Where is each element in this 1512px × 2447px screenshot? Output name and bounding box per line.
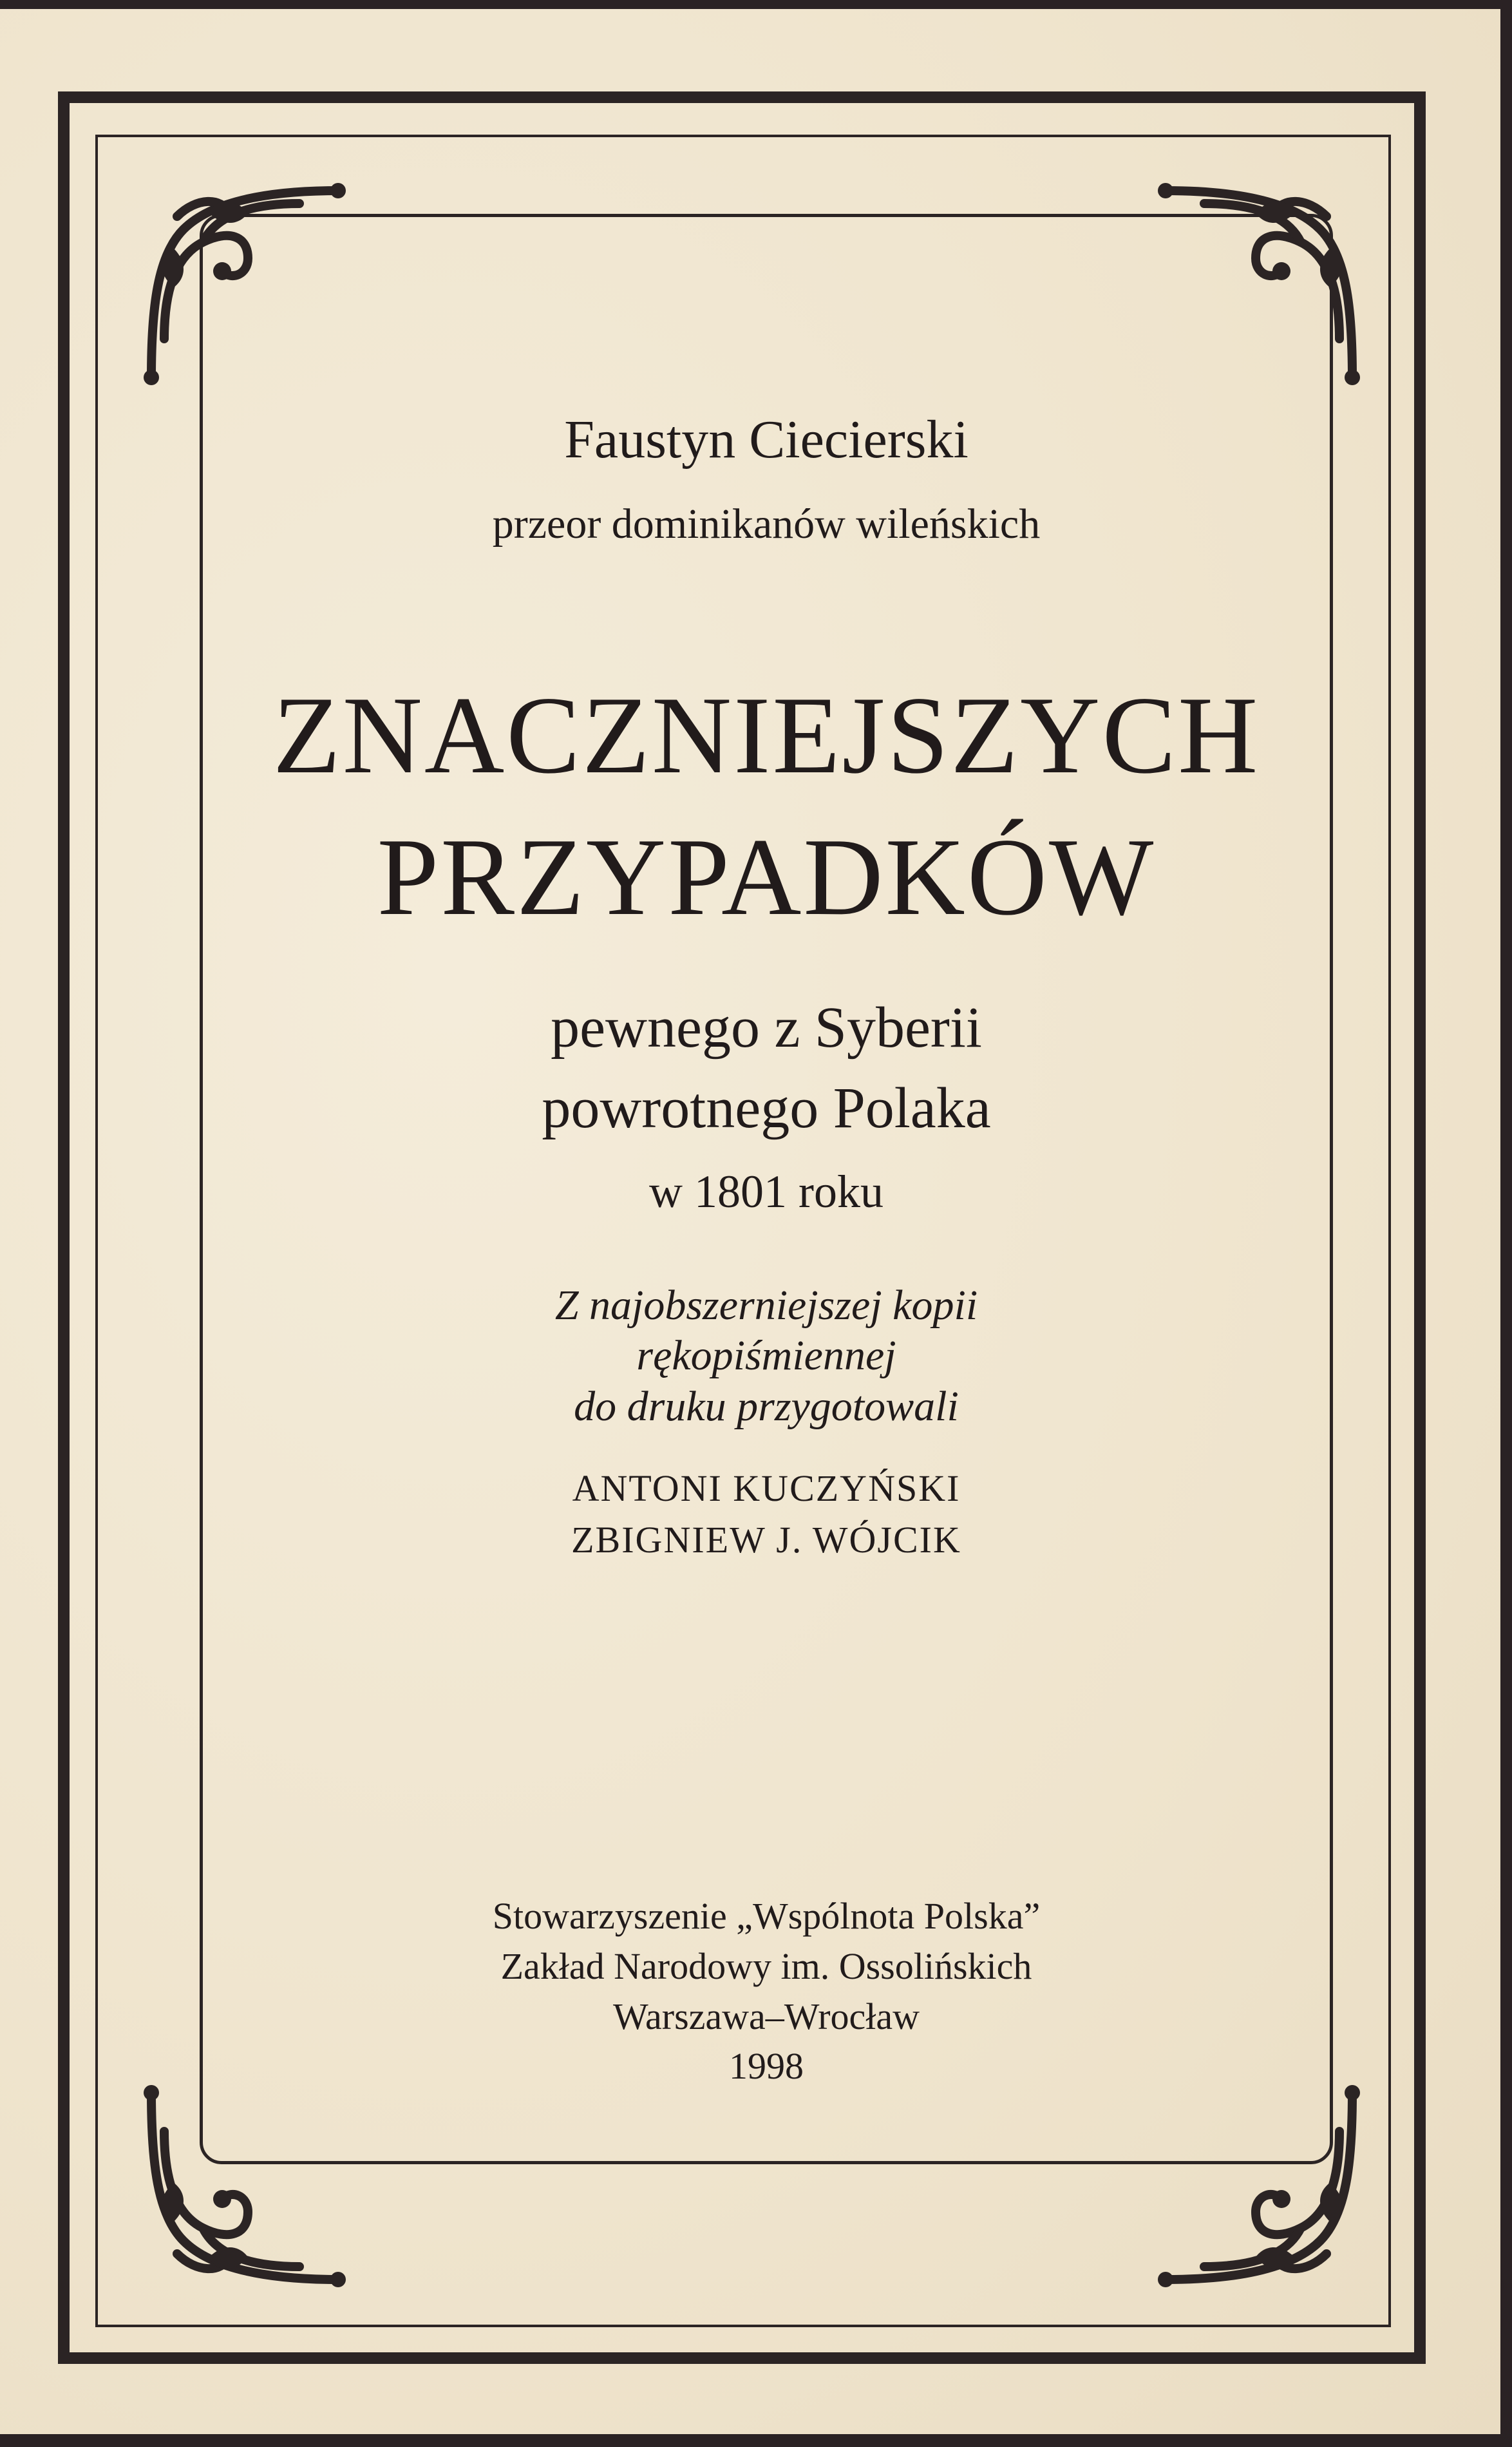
corner-ornament-icon (138, 2080, 351, 2292)
corner-ornament-icon (1153, 2080, 1365, 2292)
publication-place: Warszawa–Wrocław (612, 1995, 920, 2037)
publisher-line: Stowarzyszenie „Wspólnota Polska” (492, 1895, 1041, 1937)
edition-note-line-3: do druku przygotowali (574, 1383, 959, 1430)
subtitle-line-1: pewnego z Syberii (551, 996, 982, 1060)
subtitle-line-3: w 1801 roku (649, 1166, 884, 1217)
author-name: Faustyn Ciecierski (564, 410, 969, 470)
corner-ornament-icon (1153, 178, 1365, 390)
publication-year: 1998 (729, 2045, 804, 2087)
edition-note-line-2: rękopiśmiennej (636, 1332, 896, 1379)
title-page (0, 9, 1500, 2434)
editor-name: ZBIGNIEW J. WÓJCIK (571, 1519, 961, 1561)
editor-name: ANTONI KUCZYŃSKI (572, 1467, 961, 1509)
edition-note-line-1: Z najobszerniejszej kopii (554, 1282, 978, 1329)
subtitle-line-2: powrotnego Polaka (542, 1076, 991, 1140)
publisher-line: Zakład Narodowy im. Ossolińskich (500, 1945, 1032, 1987)
title-line-1: ZNACZNIEJSZYCH (272, 674, 1260, 797)
title-line-2: PRZYPADKÓW (377, 816, 1156, 938)
author-role: przeor dominikanów wileńskich (492, 500, 1041, 547)
corner-ornament-icon (138, 178, 351, 390)
